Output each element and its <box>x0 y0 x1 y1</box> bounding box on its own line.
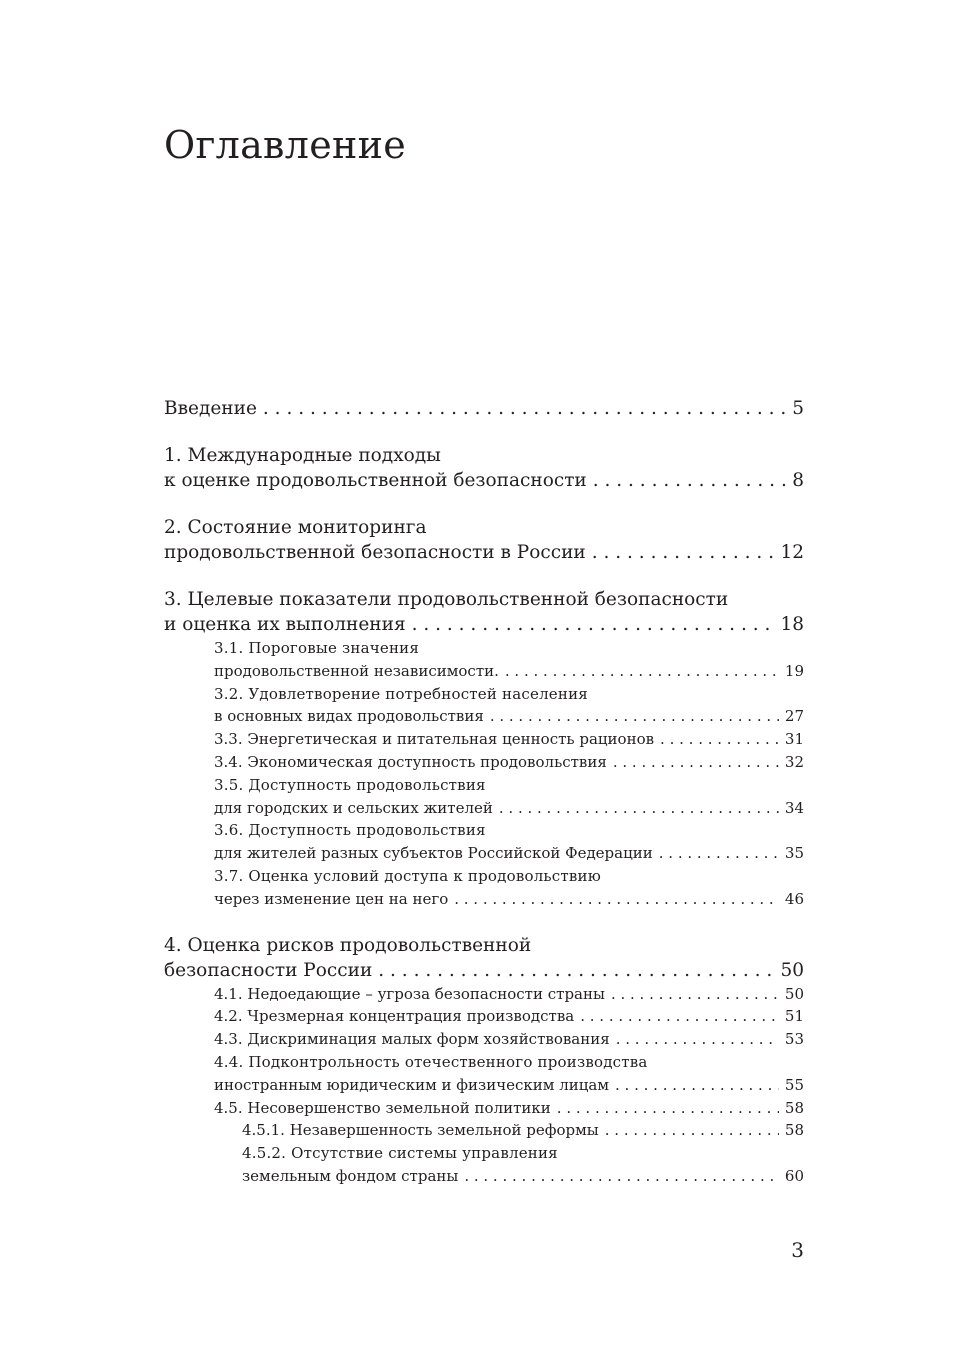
toc-entry-text: 4.2. Чрезмерная концентрация производства <box>214 1007 575 1026</box>
toc-entry[interactable] <box>164 1097 804 1120</box>
toc-entry[interactable] <box>164 774 804 820</box>
toc-page-number: 32 <box>784 752 804 771</box>
toc-entry-text: 3.4. Экономическая доступность продовольствия <box>214 752 607 771</box>
toc-page-number: 27 <box>784 707 804 726</box>
toc-page-number: 50 <box>780 959 804 981</box>
dot-leader <box>607 751 779 774</box>
toc-entry[interactable] <box>164 515 804 565</box>
toc-entry[interactable] <box>164 443 804 493</box>
toc-page-number: 34 <box>784 798 804 817</box>
toc-entry-text: 4. Оценка рисков продовольственной <box>164 934 532 956</box>
toc-entry-text: 3.3. Энергетическая и питательная ценность рационов <box>214 730 655 749</box>
toc-entry-text: 3. Целевые показатели продовольственной безопасности <box>164 589 729 610</box>
toc-entry[interactable] <box>164 819 804 865</box>
dot-leader <box>551 1097 779 1120</box>
toc-entry[interactable] <box>164 1005 804 1028</box>
toc-page-number: 53 <box>784 1030 804 1049</box>
toc-entry-text: к оценке продовольственной безопасности <box>164 470 587 491</box>
dot-leader <box>605 983 779 1006</box>
toc-entry-text: 1. Международные подходы <box>164 445 441 466</box>
toc-page-number: 35 <box>784 844 804 863</box>
table-of-contents <box>164 396 804 1188</box>
dot-leader <box>654 728 779 751</box>
toc-entry[interactable] <box>164 396 804 421</box>
toc-page-number: 55 <box>784 1075 804 1094</box>
toc-entry[interactable] <box>164 1028 804 1051</box>
toc-entry-text: 3.2. Удовлетворение потребностей населения <box>214 684 588 703</box>
toc-entry-text: 4.3. Дискриминация малых форм хозяйствования <box>214 1030 610 1049</box>
toc-page-number: 19 <box>784 661 804 680</box>
toc-entry[interactable] <box>164 1142 804 1188</box>
toc-entry-text: 4.5.1. Незавершенность земельной реформы <box>242 1121 599 1140</box>
page-number: 3 <box>791 1238 804 1262</box>
toc-entry-text: 3.7. Оценка условий доступа к продовольствию <box>214 866 602 885</box>
toc-entry-text: 4.4. Подконтрольность отечественного производства <box>214 1052 648 1071</box>
toc-entry-text: и оценка их выполнения <box>164 614 406 635</box>
dot-leader <box>609 1074 779 1097</box>
toc-entry-text: 3.5. Доступность продовольствия <box>214 775 486 794</box>
toc-entry[interactable] <box>164 683 804 729</box>
toc-entry-text: 4.5. Несовершенство земельной политики <box>214 1098 551 1117</box>
toc-entry[interactable] <box>164 587 804 637</box>
dot-leader <box>257 396 786 421</box>
toc-entry-text: продовольственной независимости. <box>214 661 499 680</box>
toc-page-number: 51 <box>784 1007 804 1026</box>
toc-entry-text: в основных видах продовольствия <box>214 707 484 726</box>
toc-entry-text: Введение <box>164 398 257 419</box>
toc-entry[interactable] <box>164 1119 804 1142</box>
toc-page-number: 12 <box>780 542 804 563</box>
dot-leader <box>587 468 786 493</box>
toc-entry[interactable] <box>164 865 804 911</box>
toc-entry-text: безопасности России <box>164 959 373 981</box>
dot-leader <box>499 660 779 683</box>
toc-entry-text: 4.5.2. Отсутствие системы управления <box>242 1144 558 1163</box>
dot-leader <box>406 612 775 637</box>
toc-page-number: 31 <box>784 730 804 749</box>
dot-leader <box>458 1165 779 1188</box>
toc-entry-text: продовольственной безопасности в России <box>164 542 586 563</box>
dot-leader <box>484 705 779 728</box>
toc-entry-text: через изменение цен на него <box>214 889 449 908</box>
toc-page-number: 46 <box>784 889 804 908</box>
toc-entry-text: для жителей разных субъектов Российской Федерации <box>214 844 653 863</box>
dot-leader <box>448 888 779 911</box>
toc-entry[interactable] <box>164 637 804 683</box>
dot-leader <box>372 958 774 983</box>
toc-entry-text: 4.1. Недоедающие – угроза безопасности страны <box>214 984 605 1003</box>
toc-entry-text: земельным фондом страны <box>242 1166 459 1185</box>
toc-page-number: 50 <box>784 984 804 1003</box>
toc-entry[interactable] <box>164 1051 804 1097</box>
dot-leader <box>574 1005 779 1028</box>
toc-page-number: 58 <box>784 1098 804 1117</box>
dot-leader <box>586 540 775 565</box>
dot-leader <box>653 842 779 865</box>
toc-entry-text: 3.6. Доступность продовольствия <box>214 821 486 840</box>
toc-entry[interactable] <box>164 728 804 751</box>
toc-page-number: 8 <box>792 470 804 491</box>
toc-page-number: 18 <box>780 614 804 635</box>
toc-entry[interactable] <box>164 983 804 1006</box>
toc-page-number: 60 <box>784 1166 804 1185</box>
dot-leader <box>599 1119 779 1142</box>
page-title: Оглавление <box>164 123 407 167</box>
toc-entry[interactable] <box>164 933 804 983</box>
toc-entry-text: для городских и сельских жителей <box>214 798 493 817</box>
toc-entry-text: 3.1. Пороговые значения <box>214 639 420 657</box>
dot-leader <box>610 1028 779 1051</box>
dot-leader <box>493 797 779 820</box>
toc-entry[interactable] <box>164 751 804 774</box>
toc-entry-text: иностранным юридическим и физическим лицам <box>214 1075 610 1094</box>
toc-page-number: 58 <box>784 1121 804 1140</box>
toc-entry-text: 2. Состояние мониторинга <box>164 517 427 538</box>
toc-page-number: 5 <box>792 398 804 419</box>
